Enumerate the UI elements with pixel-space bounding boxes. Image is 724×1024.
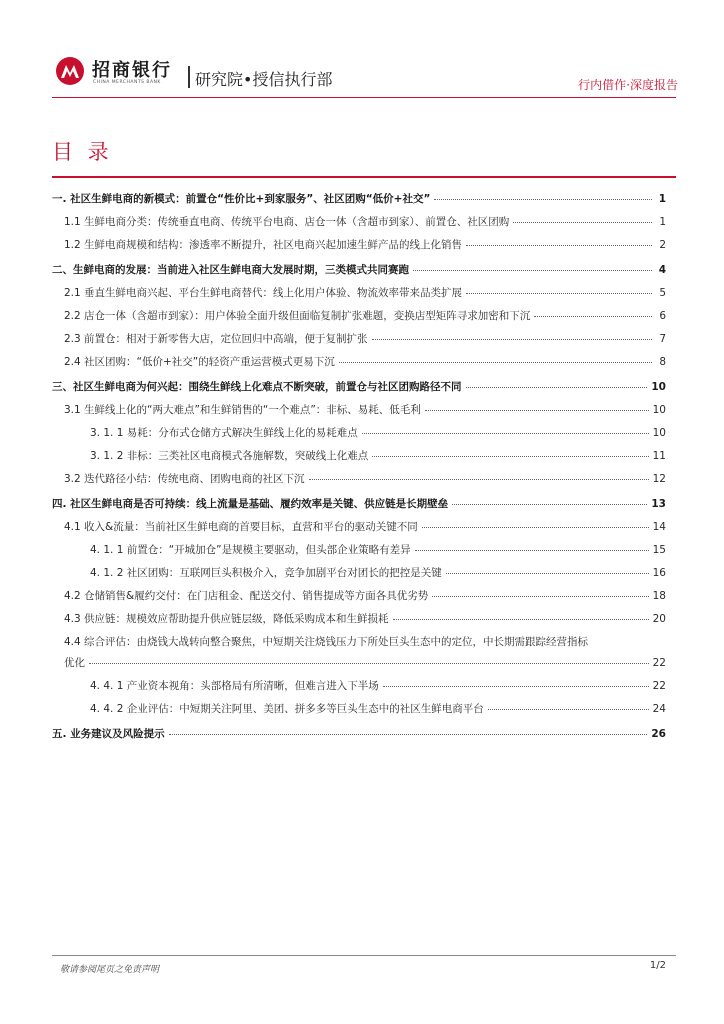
toc-entry-text: 3. 1. 1 易耗：分布式仓储方式解决生鲜线上化的易耗难点 [90,427,358,439]
toc-title: 目 录 [52,140,113,164]
toc-page-number: 20 [652,613,666,625]
toc-subsection-entry[interactable] [52,449,666,463]
toc-chapter-entry[interactable] [52,380,666,394]
toc-entry-text: 3. 1. 2 非标：三类社区电商模式各施解数，突破线上化难点 [90,450,369,462]
toc-section-entry[interactable] [52,355,666,369]
dot-leader [89,662,649,664]
toc-entry-text: 三、社区生鲜电商为何兴起：围绕生鲜线上化难点不断突破，前置仓与社区团购路径不同 [52,381,462,393]
toc-title-divider [52,176,676,178]
toc-entry-text: 4.2 仓储销售&履约交付：在门店租金、配送交付、销售提成等方面各具优劣势 [64,590,429,602]
toc-entry-text: 2.4 社区团购：“低价+社交”的轻资产重运营模式更易下沉 [64,356,335,368]
dot-leader [534,315,652,317]
toc-entry-text: 2.3 前置仓：相对于新零售大店，定位回归中高端，便于复制扩张 [64,333,368,345]
toc-entry-text-cont: 优化 [64,657,85,669]
toc-chapter-entry[interactable] [52,192,666,206]
toc-page-number: 2 [659,239,666,251]
dot-leader [425,409,649,411]
toc-entry-text: 2.1 垂直生鲜电商兴起、平台生鲜电商替代：线上化用户体验、物流效率带来品类扩展 [64,287,463,299]
toc-section-entry[interactable] [52,215,666,229]
dot-leader [415,549,649,551]
header-divider [52,97,676,98]
toc-entry-text: 4.1 收入&流量：当前社区生鲜电商的首要目标，直营和平台的驱动关键不同 [64,521,418,533]
toc-entry-text: 3.1 生鲜线上化的“两大难点”和生鲜销售的“一个难点”：非标、易耗、低毛利 [64,404,421,416]
dot-leader [432,595,648,597]
toc-section-entry[interactable] [52,238,666,252]
toc-entry-text: 一. 社区生鲜电商的新模式：前置仓“性价比+到家服务”、社区团购“低价+社交” [52,193,431,205]
dot-leader [513,221,652,223]
toc-page-number: 16 [652,567,666,579]
toc-page-number: 10 [652,404,666,416]
toc-section-entry[interactable] [52,520,666,534]
toc-page-number: 14 [652,521,666,533]
table-of-contents [52,192,666,741]
toc-chapter-entry[interactable] [52,727,666,741]
toc-entry-text: 2.2 店仓一体（含超市到家）：用户体验全面升级但面临复制扩张难题，变换店型矩阵寻求加密和下沉 [64,310,531,322]
toc-entry-text: 四. 社区生鲜电商是否可持续：线上流量是基础、履约效率是关键、供应链是长期壁垒 [52,498,449,510]
toc-section-entry[interactable] [52,332,666,346]
toc-entry-text: 4. 4. 1 产业资本视角：头部格局有所清晰，但难言进入下半场 [90,680,379,692]
toc-page-number: 15 [652,544,666,556]
toc-entry-text: 二、生鲜电商的发展：当前进入社区生鲜电商大发展时期，三类模式共同赛跑 [52,264,409,276]
dot-leader [169,733,648,735]
toc-chapter-entry[interactable] [52,497,666,511]
dot-leader [393,618,649,620]
dot-leader [413,269,652,271]
dot-leader [372,338,652,340]
toc-entry-text: 4.4 综合评估：由烧钱大战转向整合聚焦，中短期关注烧钱压力下所处巨头生态中的定位，中长期需跟踪经营指标 [64,636,589,648]
page-header [0,0,724,100]
dot-leader [422,526,649,528]
toc-entry-text: 4. 1. 2 社区团购：互联网巨头积极介入，竞争加剧平台对团长的把控是关键 [90,567,442,579]
cmb-logo-icon [55,56,85,86]
dot-leader [452,503,647,505]
disclaimer-note: 敬请参阅尾页之免责声明 [60,965,160,975]
dot-leader [339,361,652,363]
toc-page-number: 10 [652,427,666,439]
header-separator [188,66,190,88]
toc-page-number: 11 [652,450,666,462]
dot-leader [383,685,649,687]
dot-leader [372,455,648,457]
toc-page-number: 4 [658,264,666,276]
toc-page-number: 1 [659,216,666,228]
toc-section-entry[interactable] [52,612,666,626]
toc-section-entry[interactable] [52,309,666,323]
toc-subsection-entry[interactable] [52,426,666,440]
document-type: 行内借作·深度报告 [578,78,678,92]
toc-entry-text: 五. 业务建议及风险提示 [52,728,165,740]
toc-entry-text: 1.1 生鲜电商分类：传统垂直电商、传统平台电商、店仓一体（含超市到家）、前置仓、社区团购 [64,216,510,228]
toc-page-number: 6 [659,310,666,322]
dot-leader [362,432,649,434]
toc-section-entry[interactable] [52,589,666,603]
toc-page-number: 5 [659,287,666,299]
toc-page-number: 12 [652,473,666,485]
toc-page-number: 10 [651,381,666,393]
toc-section-entry[interactable] [52,403,666,417]
toc-page-number: 1 [658,193,666,205]
bank-name-en: CHINA MERCHANTS BANK [93,80,161,85]
department-name: 研究院•授信执行部 [195,70,333,89]
toc-subsection-entry[interactable] [52,702,666,716]
toc-page-number: 18 [652,590,666,602]
toc-entry-text: 4. 4. 2 企业评估：中短期关注阿里、美团、拼多多等巨头生态中的社区生鲜电商平台 [90,703,484,715]
toc-page-number: 24 [652,703,666,715]
toc-entry[interactable] [52,635,666,649]
toc-page-number: 7 [659,333,666,345]
toc-entry-text: 4. 1. 1 前置仓：“开城加仓”是规模主要驱动，但头部企业策略有差异 [90,544,411,556]
toc-subsection-entry[interactable] [52,679,666,693]
dot-leader [466,386,648,388]
toc-page-number: 22 [652,657,666,669]
toc-page-number: 22 [652,680,666,692]
toc-entry-continuation[interactable] [52,656,666,670]
toc-entry-text: 4.3 供应链：规模效应帮助提升供应链层级，降低采购成本和生鲜损耗 [64,613,389,625]
footer-divider [52,955,676,956]
toc-chapter-entry[interactable] [52,263,666,277]
toc-section-entry[interactable] [52,286,666,300]
toc-page-number: 8 [659,356,666,368]
toc-entry-text: 3.2 迭代路径小结：传统电商、团购电商的社区下沉 [64,473,305,485]
dot-leader [466,292,652,294]
dot-leader [446,572,649,574]
toc-page-number: 13 [651,498,666,510]
dot-leader [466,244,652,246]
toc-section-entry[interactable] [52,472,666,486]
bank-name: 招商银行 [92,60,172,81]
dot-leader [434,198,652,200]
toc-subsection-entry[interactable] [52,566,666,580]
toc-subsection-entry[interactable] [52,543,666,557]
dot-leader [309,478,649,480]
dot-leader [488,708,649,710]
page-indicator: 1/2 [649,960,666,971]
toc-page-number: 26 [651,728,666,740]
toc-entry-text: 1.2 生鲜电商规模和结构：渗透率不断提升，社区电商兴起加速生鲜产品的线上化销售 [64,239,463,251]
